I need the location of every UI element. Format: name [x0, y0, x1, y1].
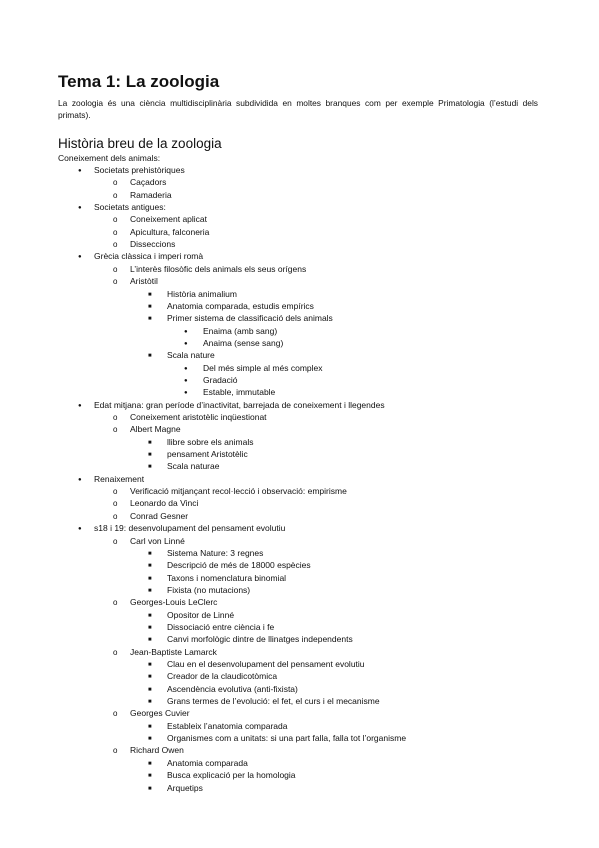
list-item: Opositor de Linné: [167, 609, 235, 620]
list-item: Dissociació entre ciència i fe: [167, 621, 275, 632]
bullet-level-2: [113, 707, 117, 720]
bullet-level-2: [113, 535, 117, 548]
list-item: Fixista (no mutacions): [167, 584, 251, 595]
bullet-level-2: [113, 411, 117, 424]
bullet-level-2: [113, 226, 117, 239]
bullet-level-2: [113, 596, 117, 609]
list-item: Leonardo da Vinci: [130, 498, 199, 509]
intro-paragraph: La zoologia és una ciència multidisciplinària subdividida en moltes branques com per exemple Primatologia (l’estudi dels primats).: [58, 98, 538, 120]
list-item: Carl von Linné: [130, 535, 185, 546]
list-item: Georges Cuvier: [130, 708, 190, 719]
bullet-level-3: [148, 312, 152, 326]
list-item: Taxons i nomenclatura binomial: [167, 572, 287, 583]
list-item: Apicultura, falconeria: [130, 226, 210, 237]
list-item: Canvi morfològic dintre de llinatges independents: [167, 634, 353, 645]
list-item: Gradació: [203, 374, 238, 385]
list-item: Edat mitjana: gran període d’inactivitat, barrejada de coneixement i llegendes: [94, 399, 385, 410]
list-item: Història animalium: [167, 288, 237, 299]
bullet-level-2: [113, 263, 117, 276]
list-item: Clau en el desenvolupament del pensament evolutiu: [167, 659, 365, 669]
list-item: Ramaderia: [130, 189, 172, 200]
bullet-level-2: [113, 485, 117, 498]
list-item: Estableix l’anatomia comparada: [167, 720, 288, 731]
list-item: Anatomia comparada, estudis empírics: [167, 300, 314, 311]
list-item: Scala naturae: [167, 461, 220, 472]
bullet-level-1: [78, 399, 82, 413]
bullet-level-3: [148, 349, 152, 363]
list-item: L’interès filosòfic dels animals els seus orígens: [130, 263, 307, 274]
bullet-level-1: [78, 201, 82, 215]
bullet-level-3: [148, 782, 152, 796]
list-item: Aristòtil: [130, 276, 158, 287]
list-item: Sistema Nature: 3 regnes: [167, 547, 264, 558]
bullet-level-2: [113, 510, 117, 523]
bullet-level-2: [113, 497, 117, 510]
list-item: Jean-Baptiste Lamarck: [130, 646, 217, 657]
list-item: Anaima (sense sang): [203, 337, 284, 348]
list-item: Societats antigues:: [94, 202, 166, 213]
bullet-level-1: [78, 164, 82, 178]
list-item: Albert Magne: [130, 424, 181, 435]
bullet-level-1: [78, 473, 82, 487]
list-item: Grans termes de l’evolució: el fet, el curs i el mecanisme: [167, 696, 380, 707]
section-title: Història breu de la zoologia: [58, 136, 222, 151]
page-title: Tema 1: La zoologia: [58, 72, 220, 91]
list-item: Societats prehistòriques: [94, 165, 185, 175]
list-item: Del més simple al més complex: [203, 362, 323, 373]
bullet-level-2: [113, 646, 117, 659]
list-item: Creador de la claudicotòmica: [167, 671, 278, 682]
bullet-level-1: [78, 250, 82, 264]
list-item: pensament Aristotèlic: [167, 449, 248, 460]
list-item: Enaima (amb sang): [203, 325, 278, 336]
list-item: Anatomia comparada: [167, 757, 248, 768]
list-item: Descripció de més de 18000 espècies: [167, 560, 311, 571]
list-item: s18 i 19: desenvolupament del pensament evolutiu: [94, 523, 286, 534]
list-item: Renaixement: [94, 473, 145, 484]
bullet-level-2: [113, 275, 117, 288]
bullet-level-2: [113, 744, 117, 757]
list-item: Coneixement aristotèlic inqüestionat: [130, 412, 267, 422]
bullet-level-2: [113, 189, 117, 202]
list-item: Busca explicació per la homologia: [167, 770, 296, 781]
lead-text: Coneixement dels animals:: [58, 153, 161, 163]
list-item: llibre sobre els animals: [167, 436, 254, 447]
list-item: Estable, immutable: [203, 387, 276, 398]
list-item: Coneixement aplicat: [130, 214, 208, 225]
list-item: Scala nature: [167, 350, 215, 361]
list-item: Grècia clàssica i imperi romà: [94, 251, 204, 262]
bullet-level-2: [113, 213, 117, 226]
list-item: Ascendència evolutiva (anti-fixista): [167, 683, 298, 694]
list-item: Georges-Louis LeClerc: [130, 597, 218, 608]
bullet-level-2: [113, 423, 117, 436]
list-item: Primer sistema de classificació dels animals: [167, 313, 333, 324]
bullet-level-1: [78, 522, 82, 536]
list-item: Verificació mitjançant recol·lecció i observació: empirisme: [130, 486, 347, 497]
list-item: Richard Owen: [130, 745, 184, 756]
list-item: Arquetips: [167, 782, 203, 793]
list-item: Conrad Gesner: [130, 510, 189, 521]
bullet-level-3: [148, 460, 152, 474]
list-item: Organismes com a unitats: si una part falla, falla tot l’organisme: [167, 733, 407, 744]
list-item: Caçadors: [130, 177, 167, 188]
list-item: Disseccions: [130, 239, 176, 250]
bullet-level-2: [113, 176, 117, 189]
bullet-level-2: [113, 238, 117, 251]
